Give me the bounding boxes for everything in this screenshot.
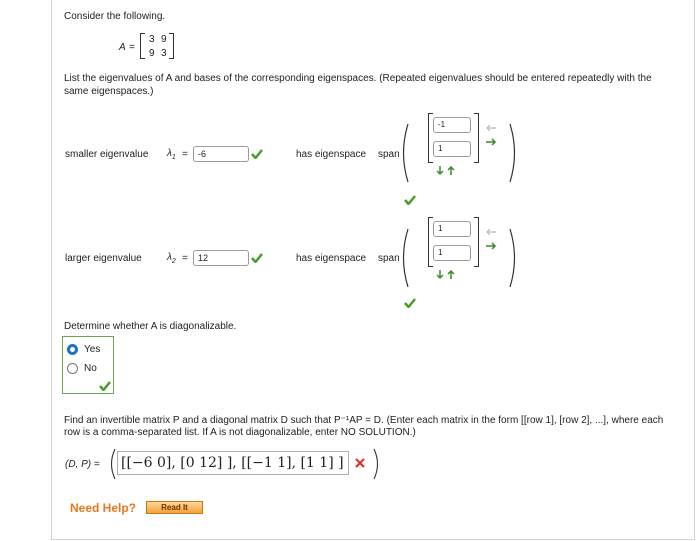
read-it-button[interactable]: Read It [146,501,203,514]
check-icon [99,381,111,391]
smaller-eigenvalue-label: smaller eigenvalue [65,149,149,160]
larger-eigenspace-label: has eigenspace [296,253,367,264]
resize-rows-icon[interactable] [436,165,456,176]
intro-text: Consider the following. [64,11,166,22]
larger-eigenvalue-label: larger eigenvalue [65,253,142,264]
larger-span-label: span [378,253,400,264]
radio-yes[interactable] [67,344,78,355]
matrix-equals: = [129,42,135,53]
option-yes-label: Yes [84,344,101,355]
instructions-text: List the eigenvalues of A and bases of the corresponding eigenspaces. (Repeated eigenvalues should be entered repeatedly with the same eigenspaces.) [64,73,652,97]
matrix-cell: 3 [149,34,155,45]
left-paren [398,123,410,183]
right-paren [508,228,520,288]
left-paren [398,228,410,288]
lambda2-symbol: $\lambda_2$ [167,252,176,265]
resize-rows-icon[interactable] [436,269,456,280]
matrix-name: A [119,42,126,53]
check-icon [251,253,263,263]
vector-right-bracket [474,113,479,163]
matrix-left-bracket [140,33,145,59]
matrix-cell: 9 [149,48,155,59]
larger-eigenvalue-input[interactable]: 12 [193,250,249,266]
smaller-eigenvalue-input[interactable]: -6 [193,146,249,162]
matrix-cell: 3 [161,48,167,59]
check-icon [404,195,416,205]
add-column-icon[interactable] [485,138,497,146]
right-paren [372,448,382,480]
matrix-cell: 9 [161,34,167,45]
smaller-vector-input-1[interactable]: -1 [433,117,471,133]
lambda1-symbol: $\lambda_1$ [167,148,176,161]
matrix-right-bracket [169,33,174,59]
remove-column-icon[interactable] [485,228,497,236]
dp-label: (D, P) = [65,459,100,470]
need-help-label: Need Help? [70,501,137,515]
larger-vector-input-1[interactable]: 1 [433,221,471,237]
dp-answer-input[interactable]: [[−6 0], [0 12] ], [[−1 1], [1 1] ] [117,451,349,475]
smaller-span-label: span [378,149,400,160]
diagonalizable-question: Determine whether A is diagonalizable. [64,321,237,332]
lambda2-equals: = [182,253,188,264]
vector-right-bracket [474,217,479,267]
left-paren [107,448,117,480]
check-icon [404,298,416,308]
wrong-icon [355,458,365,468]
add-column-icon[interactable] [485,242,497,250]
smaller-eigenspace-label: has eigenspace [296,149,367,160]
radio-no[interactable] [67,363,78,374]
smaller-vector-input-2[interactable]: 1 [433,141,471,157]
right-paren [508,123,520,183]
option-no-label: No [84,363,97,374]
find-instructions: Find an invertible matrix P and a diagonal matrix D such that P⁻¹AP = D. (Enter each matrix in the form [[row 1], [row 2], ...], where each row is a comma-separated list. If A is not diagonalizable, enter NO SOLUTION.) [64,415,664,438]
larger-vector-input-2[interactable]: 1 [433,245,471,261]
lambda1-equals: = [182,149,188,160]
remove-column-icon[interactable] [485,124,497,132]
check-icon [251,149,263,159]
